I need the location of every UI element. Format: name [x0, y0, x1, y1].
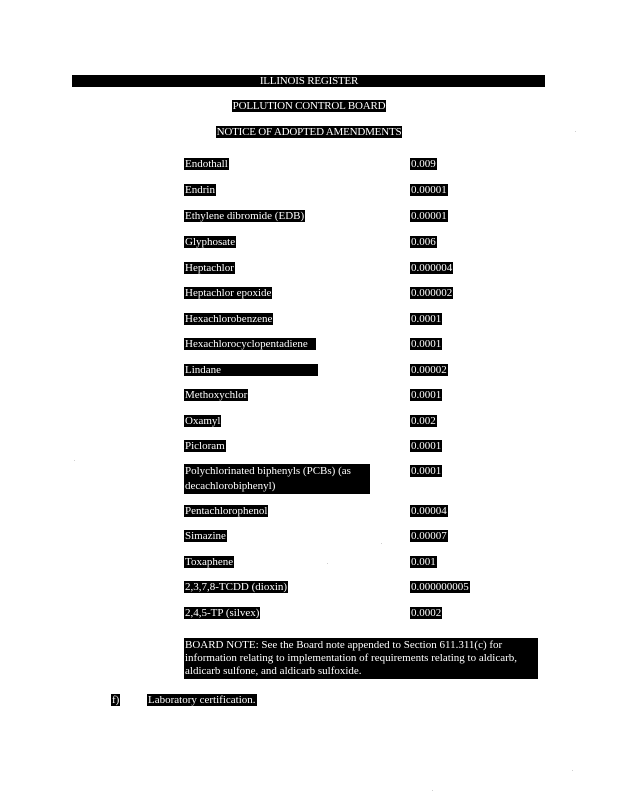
contaminant-name-text: Polychlorinated biphenyls (PCBs) (as decachlorobiphenyl) [185, 465, 351, 492]
scan-speck [572, 770, 573, 771]
scan-speck [381, 543, 382, 544]
scan-speck [327, 563, 328, 564]
contaminant-name-text: 2,3,7,8-TCDD (dioxin) [185, 581, 288, 593]
contaminant-mcl-text: 0.00001 [411, 210, 447, 222]
board-title-text: POLLUTION CONTROL BOARD [232, 100, 386, 112]
subsection-title-text: Laboratory certification. [148, 694, 256, 706]
contaminant-name [184, 364, 318, 377]
contaminant-mcl-text: 0.0002 [411, 607, 442, 619]
contaminant-mcl [410, 465, 442, 478]
contaminant-mcl [410, 581, 470, 594]
contaminant-mcl-text: 0.000004 [411, 262, 453, 274]
contaminant-name [184, 210, 305, 223]
contaminant-mcl-text: 0.00004 [411, 505, 447, 517]
contaminant-mcl [410, 184, 448, 197]
contaminant-name-text: Glyphosate [185, 236, 236, 248]
contaminant-mcl [410, 262, 453, 275]
contaminant-mcl-text: 0.0001 [411, 389, 442, 401]
contaminant-name [184, 262, 235, 275]
contaminant-mcl [410, 287, 453, 300]
contaminant-name-text: Ethylene dibromide (EDB) [185, 210, 305, 222]
subsection-title [147, 694, 257, 707]
contaminant-mcl [410, 607, 442, 620]
contaminant-name-text: Heptachlor epoxide [185, 287, 272, 299]
subsection-number-text: f) [112, 694, 120, 706]
contaminant-mcl [410, 210, 448, 223]
contaminant-name [184, 581, 288, 594]
contaminant-name [184, 440, 226, 453]
subsection-number [111, 694, 120, 707]
contaminant-mcl-text: 0.00002 [411, 364, 447, 376]
contaminant-name [184, 184, 216, 197]
register-title [0, 75, 618, 87]
contaminant-mcl [410, 505, 448, 518]
contaminant-mcl-text: 0.0001 [411, 313, 442, 325]
contaminant-name-text: 2,4,5-TP (silvex) [185, 607, 260, 619]
contaminant-name-text: Hexachlorobenzene [185, 313, 273, 325]
contaminant-name-text: Picloram [185, 440, 225, 452]
contaminant-name-text: Pentachlorophenol [185, 505, 268, 517]
board-note: BOARD NOTE: See the Board note appended to Section 611.311(c) for information relating to implementation of requirements relating to aldicarb, aldicarb sulfone, and aldicarb sulfoxide. [184, 638, 538, 679]
contaminant-mcl-text: 0.009 [411, 158, 436, 170]
contaminant-mcl [410, 389, 442, 402]
scan-speck [432, 790, 433, 791]
contaminant-name-text: Lindane [184, 364, 318, 376]
contaminant-name [184, 556, 234, 569]
contaminant-mcl-text: 0.000002 [411, 287, 453, 299]
scan-speck [74, 460, 75, 461]
contaminant-mcl [410, 440, 442, 453]
contaminant-name-text: Endothall [185, 158, 228, 170]
contaminant-mcl-text: 0.006 [411, 236, 436, 248]
contaminant-mcl [410, 313, 442, 326]
scan-speck [575, 131, 576, 132]
contaminant-mcl-text: 0.000000005 [411, 581, 469, 593]
contaminant-mcl-text: 0.0001 [411, 338, 442, 350]
contaminant-name-text: Hexachlorocyclopentadiene [184, 338, 316, 350]
notice-title [0, 126, 618, 138]
contaminant-name [184, 464, 370, 494]
contaminant-name [184, 415, 221, 428]
contaminant-mcl-text: 0.0001 [411, 465, 442, 477]
contaminant-mcl-text: 0.002 [411, 415, 436, 427]
contaminant-name [184, 338, 316, 351]
contaminant-name-text: Endrin [185, 184, 215, 196]
contaminant-name [184, 287, 272, 300]
contaminant-name [184, 236, 236, 249]
contaminant-name [184, 530, 227, 543]
contaminant-mcl [410, 415, 437, 428]
contaminant-name-text: Methoxychlor [185, 389, 248, 401]
contaminant-name [184, 389, 248, 402]
contaminant-mcl-text: 0.0001 [411, 440, 442, 452]
contaminant-mcl [410, 556, 437, 569]
contaminant-mcl [410, 338, 442, 351]
contaminant-mcl [410, 158, 437, 171]
contaminant-mcl-text: 0.00001 [411, 184, 447, 196]
contaminant-name-text: Toxaphene [185, 556, 234, 568]
contaminant-mcl [410, 364, 448, 377]
register-title-text: ILLINOIS REGISTER [259, 75, 359, 87]
contaminant-name [184, 313, 273, 326]
notice-title-text: NOTICE OF ADOPTED AMENDMENTS [216, 126, 402, 138]
contaminant-mcl [410, 530, 448, 543]
contaminant-name-text: Heptachlor [185, 262, 234, 274]
contaminant-mcl-text: 0.00007 [411, 530, 447, 542]
contaminant-name [184, 607, 260, 620]
contaminant-mcl-text: 0.001 [411, 556, 436, 568]
board-title [0, 100, 618, 112]
contaminant-name [184, 158, 229, 171]
contaminant-name [184, 505, 268, 518]
contaminant-name-text: Simazine [185, 530, 226, 542]
contaminant-name-text: Oxamyl [185, 415, 221, 427]
contaminant-mcl [410, 236, 437, 249]
